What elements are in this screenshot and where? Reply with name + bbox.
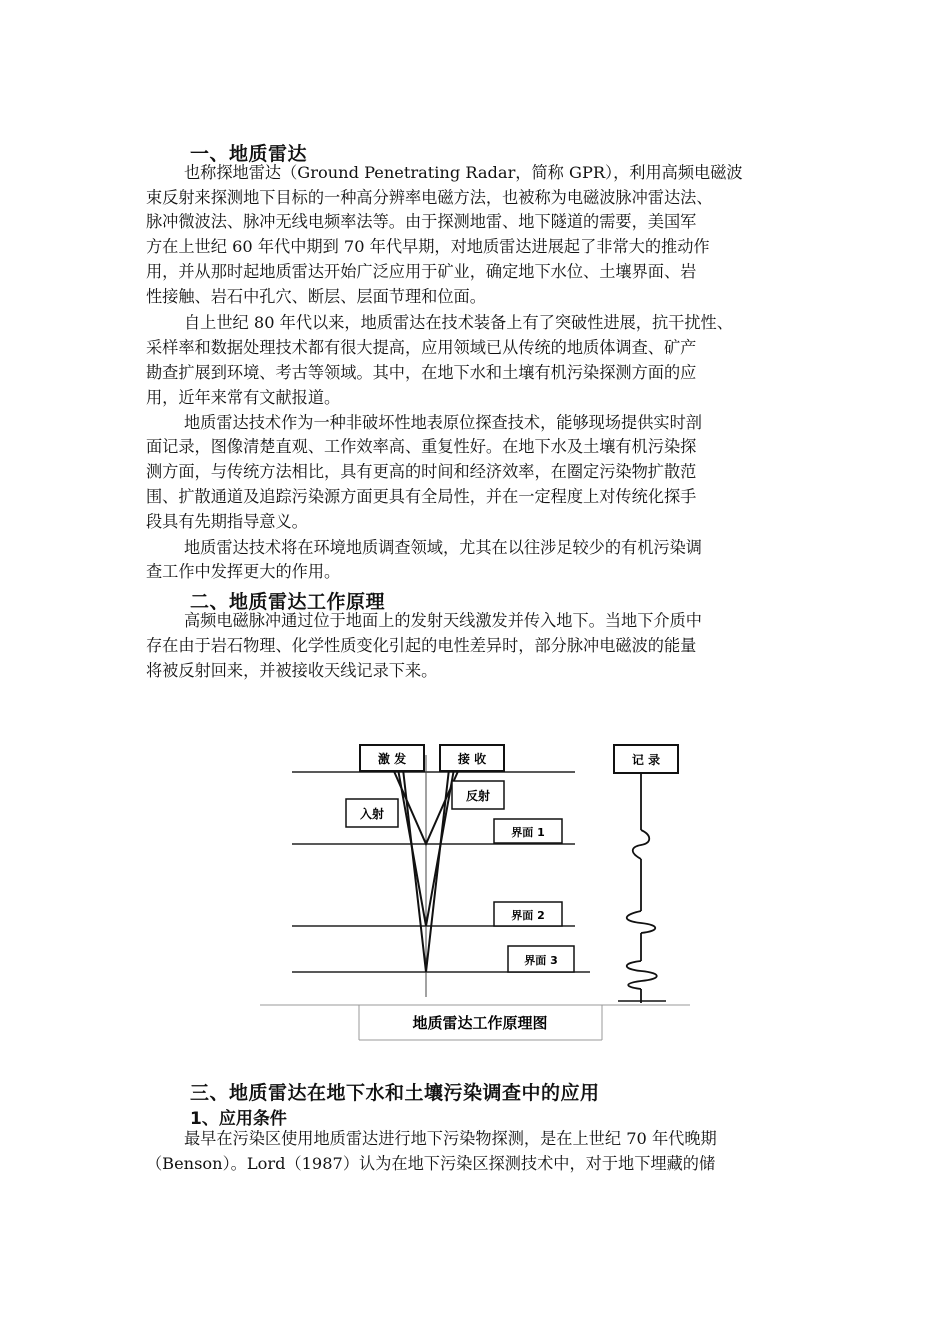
paragraph-line: 地质雷达技术将在环境地质调查领域，尤其在以往涉足较少的有机污染调 [184,538,702,557]
reflect-label: 反射 [465,789,491,803]
section-2-heading: 二、地质雷达工作原理 [190,591,386,613]
paragraph-line: 用，并从那时起地质雷达开始广泛应用于矿业，确定地下水位、土壤界面、岩 [146,262,697,281]
paragraph-line: 最早在污染区使用地质雷达进行地下污染物探测，是在上世纪 70 年代晚期 [184,1129,717,1148]
record-label: 记 录 [631,753,661,767]
paragraph-line: 查工作中发挥更大的作用。 [146,562,341,581]
paragraph-line: 自上世纪 80 年代以来，地质雷达在技术装备上有了突破性进展，抗干扰性、 [184,313,733,332]
paragraph-line: 存在由于岩石物理、化学性质变化引起的电性差异时，部分脉冲电磁波的能量 [146,636,697,655]
paragraph-line: 方在上世纪 60 年代中期到 70 年代早期，对地质雷达进展起了非常大的推动作 [146,237,710,256]
figure-caption: 地质雷达工作原理图 [412,1014,548,1032]
paragraph-line: （Benson）。Lord（1987）认为在地下污染区探测技术中，对于地下埋藏的储 [146,1154,716,1173]
paragraph-line: 也称探地雷达（Ground Penetrating Radar，简称 GPR），利用高频电磁波 [184,163,743,182]
transmitter-label: 激 发 [377,752,407,766]
interface-2-label: 界面 2 [511,909,545,922]
paragraph-line: 勘查扩展到环境、考古等领域。其中，在地下水和土壤有机污染探测方面的应 [146,363,697,382]
paragraph-line: 将被反射回来，并被接收天线记录下来。 [146,661,438,680]
section-1-heading: 一、地质雷达 [190,143,308,165]
record-trace [627,773,657,1003]
interface-1-label: 界面 1 [511,826,545,839]
paragraph-line: 面记录，图像清楚直观、工作效率高、重复性好。在地下水及土壤有机污染探 [146,437,697,456]
paragraph-line: 性接触、岩石中孔穴、断层、层面节理和位面。 [146,287,486,306]
paragraph-line: 采样率和数据处理技术都有很大提高，应用领域已从传统的地质体调查、矿产 [146,338,697,357]
receiver-label: 接 收 [457,752,487,766]
subsection-heading: 1、应用条件 [190,1109,287,1129]
paragraph-line: 围、扩散通道及追踪污染源方面更具有全局性，并在一定程度上对传统化探手 [146,487,697,506]
paragraph-line: 测方面，与传统方法相比，具有更高的时间和经济效率，在圈定污染物扩散范 [146,462,697,481]
paragraph-line: 用，近年来常有文献报道。 [146,388,341,407]
paragraph-line: 段具有先期指导意义。 [146,512,308,531]
interface-3-label: 界面 3 [524,954,558,967]
paragraph-line: 高频电磁脉冲通过位于地面上的发射天线激发并传入地下。当地下介质中 [184,611,702,630]
paragraph-line: 束反射来探测地下目标的一种高分辨率电磁方法，也被称为电磁波脉冲雷达法、 [146,188,713,207]
gpr-principle-figure [250,735,700,1045]
paragraph-line: 脉冲微波法、脉冲无线电频率法等。由于探测地雷、地下隧道的需要，美国军 [146,212,697,231]
section-3-heading: 三、地质雷达在地下水和土壤污染调查中的应用 [190,1082,600,1104]
paragraph-line: 地质雷达技术作为一种非破坏性地表原位探查技术，能够现场提供实时剖 [184,413,702,432]
incident-label: 入射 [359,807,385,821]
